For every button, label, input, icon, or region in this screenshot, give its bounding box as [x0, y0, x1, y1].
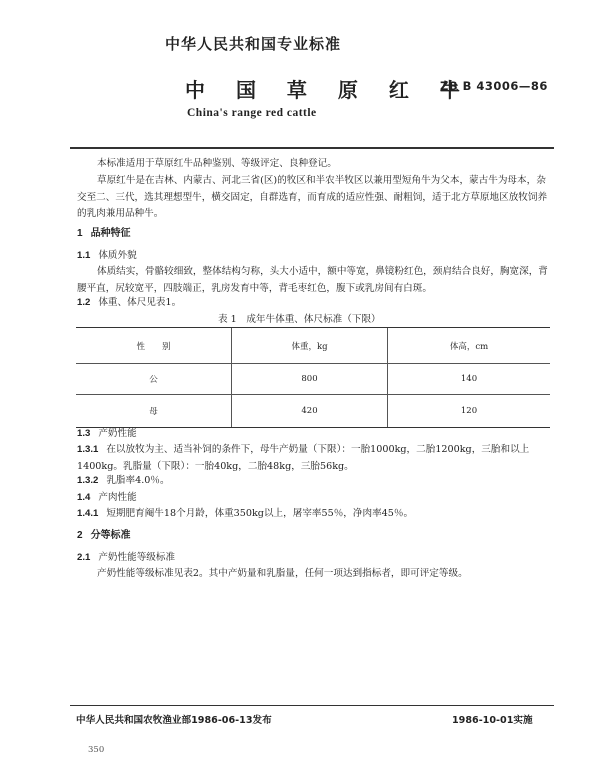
issue-info: 中华人民共和国农牧渔业部1986-06-13发布 — [76, 715, 272, 726]
standard-category: 中华人民共和国专业标准 — [165, 35, 342, 53]
section-1-1-heading: 1.1 体质外貌 — [77, 250, 137, 261]
section-1-3-1-text: 1.3.1 在以放牧为主、适当补饲的条件下，母牛产奶量（下限）：一胎1000kg，二胎1200kg，三胎和以上1400kg。乳脂量（下限）：一胎40kg，二胎48kg，三胎56kg。 — [77, 444, 530, 472]
document-title: 中 国 草 原 红 牛 — [185, 78, 472, 102]
column-header-weight: 体重，kg — [232, 328, 388, 364]
section-1-3-2-text: 1.3.2 乳脂率4.0％。 — [77, 475, 170, 486]
section-1-4-1-text: 1.4.1 短期肥育阉牛18个月龄，体重350kg以上，屠宰率55％，净肉率45％。 — [77, 508, 414, 519]
section-2-heading: 2 分等标准 — [77, 530, 131, 541]
table-cell: 120 — [388, 395, 551, 428]
table-header-row — [76, 328, 550, 364]
page-number: 350 — [88, 745, 105, 755]
table-cell: 800 — [232, 364, 388, 395]
section-1-heading: 1 品种特征 — [77, 228, 131, 239]
standard-code: ZB B 43006—86 — [440, 79, 548, 93]
section-1-4-heading: 1.4 产肉性能 — [77, 492, 137, 503]
header-rule — [70, 147, 554, 149]
table-cell: 公 — [76, 364, 232, 395]
section-2-1-heading: 2.1 产奶性能等级标准 — [77, 552, 176, 563]
footer-rule — [70, 705, 554, 706]
table-1 — [76, 327, 550, 428]
table-row — [76, 395, 550, 428]
section-1-1-text: 体质结实，骨骼较细致，整体结构匀称，头大小适中，额中等宽，鼻镜粉红色，颈肩结合良好，胸宽深，背腰平直，尻较宽平，四肢端正，乳房发育中等，背毛枣红色，腹下或乳房间有白斑。 — [77, 266, 548, 294]
column-header-height: 体高，cm — [388, 328, 551, 364]
intro-paragraph-2: 草原红牛是在吉林、内蒙古、河北三省(区)的牧区和半农半牧区以兼用型短角牛为父本，蒙古牛为母本，杂交至二、三代，选其理想型牛，横交固定，自群选育，而育成的适应性强、耐粗饲，适于北方草原地区放牧饲养的乳肉兼用品种牛。 — [77, 175, 548, 219]
table-row — [76, 364, 550, 395]
english-title: China's range red cattle — [187, 107, 317, 119]
column-header-sex: 性 别 — [76, 328, 232, 364]
table-cell: 420 — [232, 395, 388, 428]
table-cell: 母 — [76, 395, 232, 428]
section-1-2-text: 1.2 体重、体尺见表1。 — [77, 297, 182, 308]
section-2-1-text: 产奶性能等级标准见表2。其中产奶量和乳脂量，任何一项达到指标者，即可评定等级。 — [97, 568, 468, 579]
section-1-3-heading: 1.3 产奶性能 — [77, 428, 137, 439]
table-cell: 140 — [388, 364, 551, 395]
table-1-caption: 表 1 成年牛体重、体尺标准（下限） — [218, 314, 381, 325]
intro-paragraph-1: 本标准适用于草原红牛品种鉴别、等级评定、良种登记。 — [97, 158, 337, 169]
effective-date: 1986-10-01实施 — [452, 715, 533, 726]
